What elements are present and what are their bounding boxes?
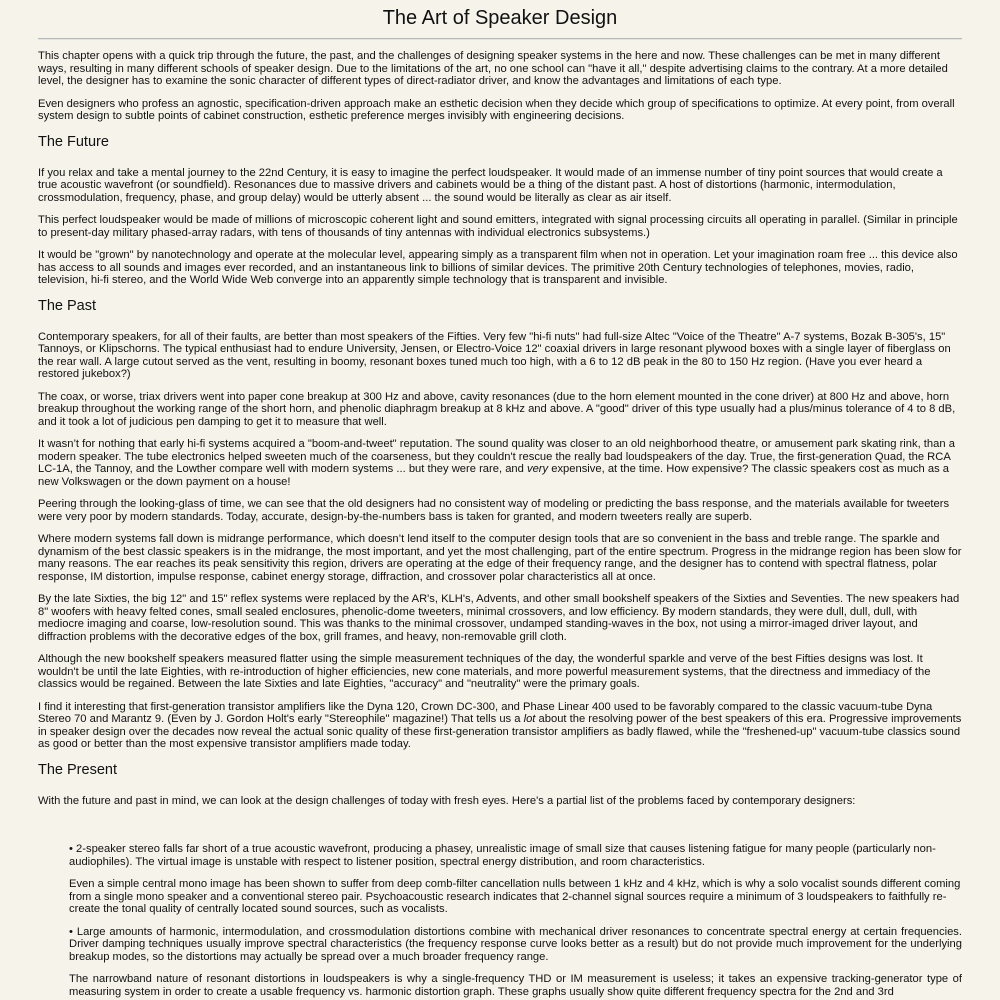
past-paragraph: Although the new bookshelf speakers measured flatter using the simple measurement techniques of the day, the wonderful sparkle and verve of the best Fifties designs was lost. It wouldn't be until the late Eighties, with re-introduction of higher efficiencies, new cone materials, and more powerful measurement systems, that the directness and immediacy of the classics would be regained. Between the late Sixties and late Eighties, "accuracy" and "neutrality" were the primary goals. [38, 653, 931, 690]
past-paragraph: The coax, or worse, triax drivers went into paper cone breakup at 300 Hz and above, cavity resonances (due to the horn element mounted in the cone driver) at 800 Hz and above, horn breakup throughout the working range of the short horn, and phenolic diaphragm breakup at 8 kHz and above. A "good" driver of this type usually had a plus/minus tolerance of 4 to 8 dB, and it took a lot of judicious pen damping to get it to measure that well. [38, 390, 956, 428]
past-paragraph [38, 701, 962, 751]
problem-item: • 2-speaker stereo falls far short of a true acoustic wavefront, producing a phasey, unrealistic image of small size that causes listening fatigue for many people (particularly non-audiophiles). The virtual image is unstable with respect to listener position, spectral energy distribution, and room characteristics. [69, 843, 936, 868]
future-paragraph: If you relax and take a mental journey to the 22nd Century, it is easy to imagine the perfect loudspeaker. It would made of an immense number of tiny point sources that would create a true acoustic wavefront (or soundfield). Resonances due to massive drivers and cabinets would be a thing of the distant past. A host of distortions (harmonic, intermodulation, crossmodulation, frequency, phase, and group delay) would be utterly absent ... the sound would be literally as clear as air itself. [38, 166, 943, 204]
emphasis: lot [523, 713, 536, 725]
text-run: about the resolving power of the best speakers of this era. Progressive improvements in speaker design over the decades now reveal the actual sonic quality of these first-generation transistor amplifiers as badly flawed, while the "freshened-up" vacuum-tube classics sound as good or better than the most expensive transistor amplifiers made today. [38, 713, 962, 750]
page-title: The Art of Speaker Design [382, 7, 618, 29]
section-heading-future: The Future [38, 133, 109, 150]
section-heading-past: The Past [38, 297, 97, 314]
problem-item: Even a simple central mono image has been shown to suffer from deep comb-filter cancellation nulls between 1 kHz and 4 kHz, which is why a solo vocalist sounds different coming from a single mono speaker and a conventional stereo pair. Psychoacoustic research indicates that 2-channel signal sources require a minimum of 3 loudspeakers to faithfully re-create the tonal quality of centrally located sound sources, such as vocalists. [69, 878, 961, 915]
future-paragraph: It would be "grown" by nanotechnology and operate at the molecular level, appearing simply as a transparent film when not in operation. Let your imagination roam free ... this device also has access to all sounds and images ever recorded, and an instantaneous link to billions of similar devices. The primitive 20th Century technologies of telephones, movies, radio, television, hi-fi stereo, and the World Wide Web converge into an apparently simple technology that is transparent and invisible. [38, 249, 958, 286]
past-paragraph: Peering through the looking-glass of time, we can see that the old designers had no consistent way of modeling or predicting the bass response, and the materials available for tweeters were very poor by modern standards. Today, accurate, design-by-the-numbers bass is taken for granted, and modern tweeters really are superb. [38, 498, 950, 523]
text-run: It wasn’t for nothing that early hi-fi systems acquired a "boom-and-tweet" reputation. The sound quality was closer to an old neighborhood theatre, or amusement park skating rink, than a modern speaker. The tube electronics helped sweeten much of the coarseness, but they couldn't rescue the really bad loudspeakers of the day. True, the first-generation Quad, the RCA LC-1A, the Tannoy, and the Lowther compare well with modern systems ... but they were rare, and [38, 438, 955, 475]
text-run: expensive, at the time. How expensive? The classic speakers cost as much as a new Volkswagen or the down payment on a house! [38, 463, 949, 488]
text-run: I find it interesting that first-generation transistor amplifiers like the Dyna 120, Crown DC-300, and Phase Linear 400 used to be favorably compared to the classic vacuum-tube Dyna Stereo 70 and Marantz 9. (Even by J. Gordon Holt's early "Stereophile" magazine!) That tells us a [38, 700, 933, 725]
past-paragraph: Where modern systems fall down is midrange performance, which doesn’t lend itself to the computer design tools that are so convenient in the bass and treble range. The sparkle and dynamism of the best classic speakers is in the midrange, the most important, and yet the most challenging, part of the entire spectrum. Progress in the midrange region has been slow for many reasons. The ear reaches its peak sensitivity this region, drivers are operating at the edge of their frequency range, and the designer has to contend with spectral flatness, polar response, IM distortion, impulse response, cabinet energy storage, diffraction, and crossover polar characteristics all at once. [38, 533, 962, 583]
past-paragraph [38, 438, 962, 488]
past-paragraph: By the late Sixties, the big 12" and 15" reflex systems were replaced by the AR's, KLH's, Advents, and other small bookshelf speakers of the Sixties and Seventies. The new speakers had 8" woofers with heavy felted cones, small sealed enclosures, phenolic-dome tweeters, minimal crossovers, and low efficiency. By modern standards, they were dull, dull, dull, with mediocre imaging and coarse, low-resolution sound. This was thanks to the minimal crossover, undamped standing-waves in the box, not using a mirror-imaged driver layout, and diffraction problems with the decorative edges of the box, grill frames, and heavy, non-removable grill cloth. [38, 593, 960, 643]
future-paragraph: This perfect loudspeaker would be made of millions of microscopic coherent light and sound emitters, integrated with signal processing circuits all operating in parallel. (Similar in principle to present-day military phased-array radars, with tens of thousands of tiny antennas with individual electronics subsystems.) [38, 214, 958, 239]
title-divider [38, 38, 962, 40]
article-body [38, 50, 962, 998]
spacer [38, 817, 962, 843]
problem-item: The narrowband nature of resonant distortions in loudspeakers is why a single-frequency THD or IM measurement is useless; it takes an expensive tracking-generator type of measuring system in order to create a usable frequency vs. harmonic distortion graph. These graphs usually show quite different frequency spectra for the 2nd and 3rd [69, 973, 962, 998]
problem-item: • Large amounts of harmonic, intermodulation, and crossmodulation distortions combine with mechanical driver resonances to concentrate spectral energy at certain frequencies. Driver damping techniques usually improve spectral characteristics (the frequency response curve looks better as a result) but do not provide much improvement for the underlying breakup modes, so the distortions may actually be spread over a much broader frequency range. [69, 925, 962, 963]
past-paragraph: Contemporary speakers, for all of their faults, are better than most speakers of the Fifties. Very few "hi-fi nuts" had full-size Altec "Voice of the Theatre" A-7 systems, Bozak B-305's, 15" Tannoys, or Klipschorns. The typical enthusiast had to endure University, Jensen, or Electro-Voice 12" coaxial drivers in large resonant plywood boxes with a single layer of fiberglass on the rear wall. A large cutout served as the vent, resulting in boomy, resonant boxes tuned much too high, with a 6 to 12 dB peak in the 80 to 150 Hz region. (Have you ever heard a restored jukebox?) [38, 330, 951, 380]
section-heading-present: The Present [38, 761, 117, 778]
emphasis: very [526, 463, 549, 475]
intro-paragraph: This chapter opens with a quick trip through the future, the past, and the challenges of designing speaker systems in the here and now. These challenges can be met in many different ways, resulting in many different schools of speaker design. Due to the limitations of the art, no one school can "have it all," despite advertising claims to the contrary. At a more detailed level, the designer has to examine the sonic character of different types of direct-radiator driver, and know the advantages and limitations of each type. [38, 50, 948, 87]
intro-paragraph: Even designers who profess an agnostic, specification-driven approach make an esthetic decision when they decide which group of specifications to optimize. At every point, from overall system design to subtle points of cabinet construction, esthetic preference merges invisibly with engineering decisions. [38, 97, 955, 122]
present-intro: With the future and past in mind, we can look at the design challenges of today with fresh eyes. Here's a partial list of the problems faced by contemporary designers: [38, 794, 856, 807]
